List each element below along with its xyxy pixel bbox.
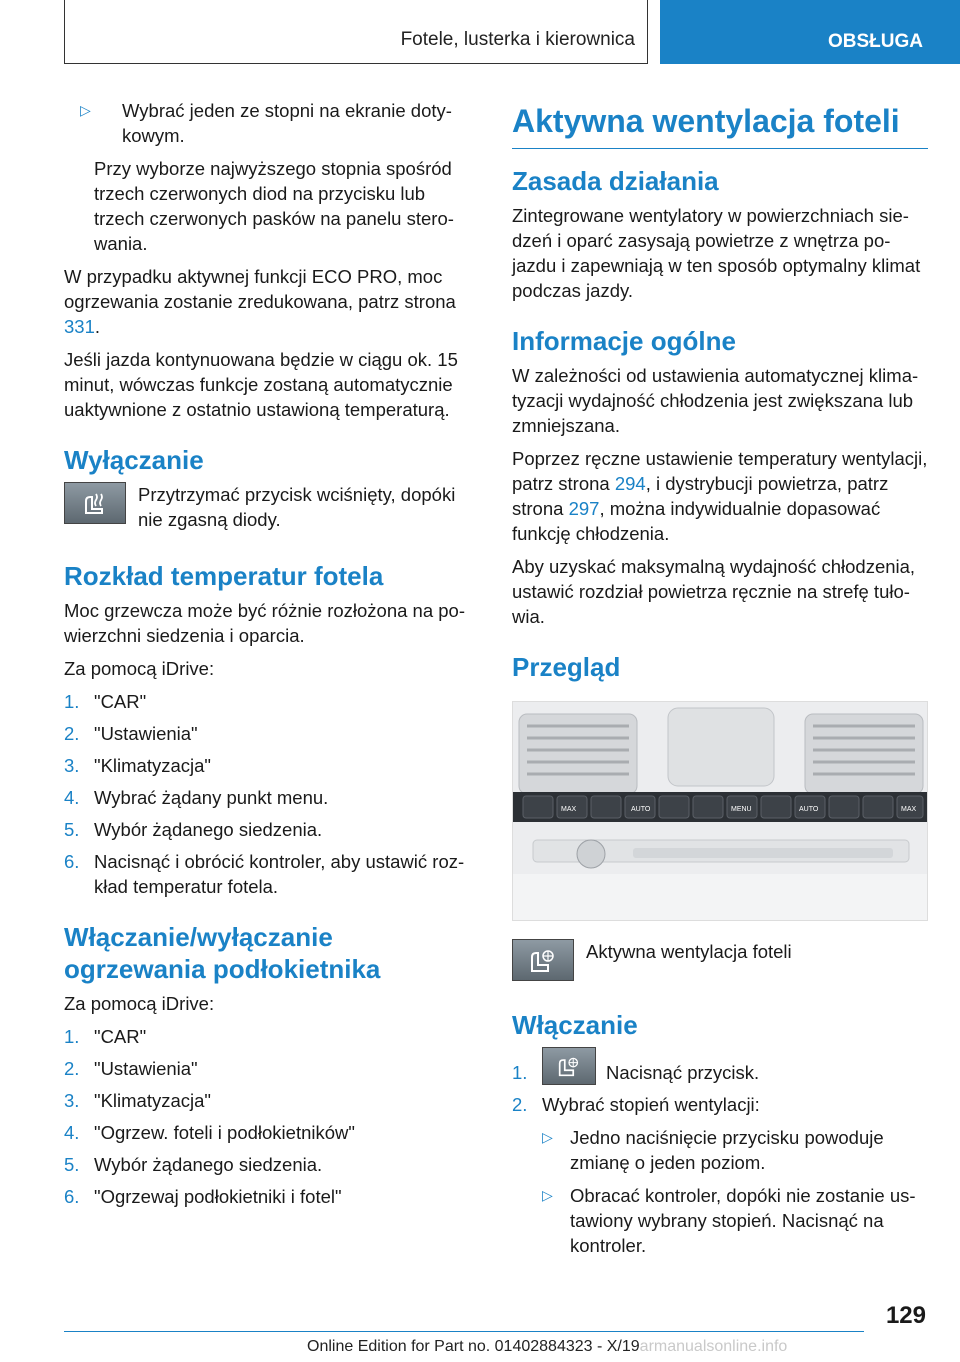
main-heading: Aktywna wentylacja foteli [512, 102, 928, 149]
bullet-item [64, 98, 480, 148]
list-item: 3. "Klimatyzacja" [64, 1090, 211, 1111]
ventilation-icon-row [512, 939, 928, 981]
header-box [64, 0, 648, 64]
triangle-bullet-icon: ▷ [542, 1187, 553, 1203]
armrest-idrive: Za pomocą iDrive: [64, 993, 215, 1014]
seat-heating-icon [64, 482, 126, 524]
list-item: 6. "Ogrzewaj podłokietniki i fotel" [64, 1186, 342, 1207]
off-heading: Wyłączanie [64, 445, 204, 475]
page-number: 129 [885, 1302, 926, 1329]
max-cooling-text: Aby uzyskać maksymalną wydajność chłodzenia, ustawić rozdział powietrza ręcznie na strefę tułowia. [512, 556, 916, 627]
left-column [64, 98, 480, 1217]
overview-heading: Przegląd [512, 652, 621, 682]
list-item: 1. "CAR" [64, 1026, 147, 1047]
principle-text: Zintegrowane wentylatory w powierzchniach siedzeń i oparć zasysają powietrze z wnętrza pojazdu i zapewniają w ten sposób optymalny klimat podczas jazdy. [512, 205, 921, 301]
distribution-idrive: Za pomocą iDrive: [64, 658, 215, 679]
list-item: 6. Nacisnąć i obrócić kontroler, aby ustawić rozkład temperatur fotela. [64, 851, 465, 897]
section-tab [660, 0, 960, 64]
distribution-heading: Rozkład temperatur fotela [64, 561, 384, 591]
right-column [512, 98, 928, 1266]
panel-label-max-left: MAX [561, 806, 577, 813]
on-steps [512, 1047, 928, 1117]
ventilation-icon-caption: Aktywna wentylacja foteli [586, 941, 792, 962]
list-item: 3. "Klimatyzacja" [64, 755, 211, 776]
triangle-bullet-icon: ▷ [80, 102, 91, 118]
sub-bullet: ▷ Jedno naciśnięcie przycisku powoduje zmianę o jeden poziom. [542, 1127, 884, 1173]
seat-ventilation-icon [512, 939, 574, 981]
list-item: 5. Wybór żądanego siedzenia. [64, 819, 323, 840]
list-item: 2. Wybrać stopień wentylacji: [512, 1094, 760, 1115]
footer-text [307, 1338, 787, 1356]
watermark: armanualsonline.info [639, 1338, 788, 1355]
panel-label-auto-left: AUTO [631, 806, 651, 813]
panel-label-auto-right: AUTO [799, 806, 819, 813]
eco-paragraph: W przypadku aktywnej funkcji ECO PRO, moc ogrzewania zostanie zredukowana, patrz strona 331. [64, 266, 456, 337]
manual-paragraph: Poprzez ręczne ustawienie temperatury wentylacji, patrz strona 294, i dystrybucji powietrza, patrz strona 297, można indywidualnie dopasować funkcję chłodzenia. [512, 448, 928, 544]
eco-text: W przypadku aktywnej funkcji ECO PRO, moc ogrzewania zostanie zredukowana, patrz strona [64, 266, 456, 312]
armrest-steps [64, 1024, 480, 1209]
eco-page-link[interactable]: 331 [64, 316, 95, 337]
panel-label-max-right: MAX [901, 806, 917, 813]
list-item: 4. "Ogrzew. foteli i podłokietników" [64, 1122, 355, 1143]
distribution-text: Moc grzewcza może być różnie rozłożona na powierzchni siedzenia i oparcia. [64, 600, 466, 646]
section-title: Fotele, lusterka i kierownica [400, 29, 635, 50]
page-link-294[interactable]: 294 [614, 473, 646, 494]
panel-label-menu: MENU [731, 806, 752, 813]
general-text: W zależności od ustawienia automatycznej klimatyzacji wydajność chłodzenia jest zwiększana lub zmniejszana. [512, 365, 919, 436]
list-item: 4. Wybrać żądany punkt menu. [64, 787, 329, 808]
off-text: Przytrzymać przycisk wciśnięty, dopóki nie zgasną diody. [138, 484, 456, 530]
list-item: 2. "Ustawienia" [64, 1058, 198, 1079]
list-item: 1. Nacisnąć przycisk. [512, 1047, 928, 1085]
list-item: 2. "Ustawienia" [64, 723, 198, 744]
sub-bullet: ▷ Obracać kontroler, dopóki nie zostanie ustawiony wybrany stopień. Nacisnąć na kontroler. [542, 1185, 916, 1256]
page-link-297[interactable]: 297 [568, 498, 600, 519]
bullet-text: Wybrać jeden ze stopni na ekranie dotykowym. [122, 100, 452, 146]
climate-panel-photo [512, 701, 928, 921]
distribution-steps [64, 689, 480, 899]
triangle-bullet-icon: ▷ [542, 1129, 553, 1145]
principle-heading: Zasada działania [512, 166, 719, 196]
auto-paragraph: Jeśli jazda kontynuowana będzie w ciągu ok. 15 minut, wówczas funkcje zostaną automatycznie uaktywnione z ostatnio ustawioną temperaturą. [64, 349, 458, 420]
on-heading: Włączanie [512, 1010, 638, 1040]
general-heading: Informacje ogólne [512, 326, 736, 356]
armrest-heading: Włączanie/wyłączanie ogrzewania podłokietnika [64, 922, 381, 984]
list-item: 5. Wybór żądanego siedzenia. [64, 1154, 323, 1175]
seat-ventilation-icon [542, 1047, 596, 1085]
section-tab-label: OBSŁUGA [828, 31, 923, 52]
bullet-note: Przy wyborze najwyższego stopnia spośród trzech czerwonych diod na przycisku lub trzech czerwonych pasków na panelu sterowania. [94, 158, 454, 254]
off-row [64, 482, 480, 532]
edition-text: Online Edition for Part no. 01402884323 - X/19 [307, 1338, 640, 1355]
footer-divider [64, 1331, 864, 1332]
list-item: 1. "CAR" [64, 691, 147, 712]
